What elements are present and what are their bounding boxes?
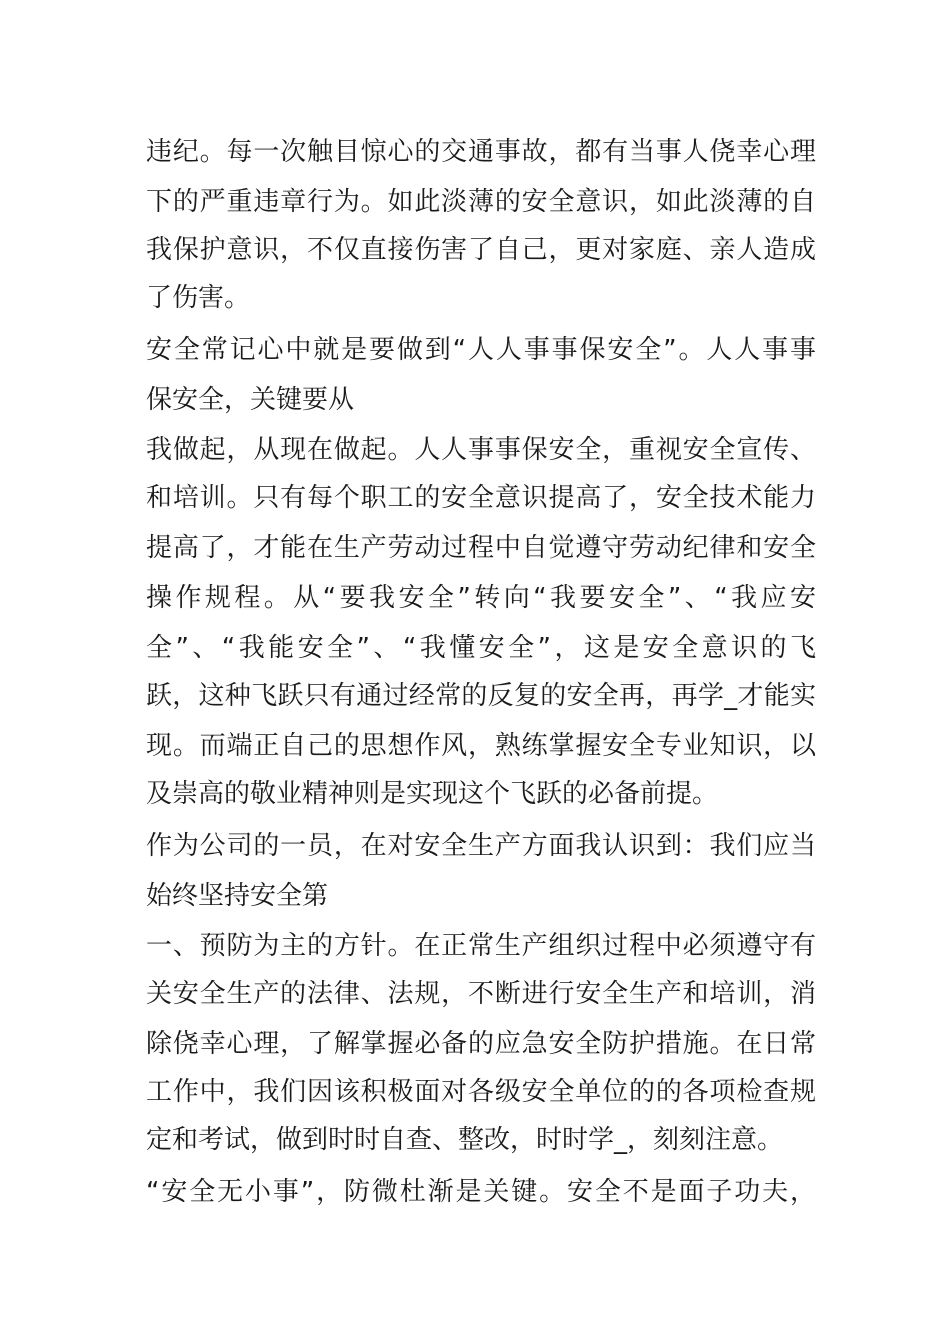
text-line: 提高了，才能在生产劳动过程中自觉遵守劳动纪律和安全 [146, 533, 816, 563]
text-line: 跃，这种飞跃只有通过经常的反复的安全再，再学_才能实 [146, 681, 816, 711]
text-line: 及崇高的敬业精神则是实现这个飞跃的必备前提。 [146, 779, 719, 809]
text-line: 全”、“我能安全”、“我懂安全”，这是安全意识的飞 [146, 633, 816, 663]
text-line: 违纪。每一次触目惊心的交通事故，都有当事人侥幸心理 [146, 137, 816, 167]
text-line: 定和考试，做到时时自查、整改，时时学_，刻刻注意。 [146, 1125, 784, 1155]
text-line: 关安全生产的法律、法规，不断进行安全生产和培训，消 [146, 979, 816, 1009]
text-line: 我做起，从现在做起。人人事事保安全，重视安全宣传、 [146, 435, 816, 465]
text-line: 了伤害。 [146, 283, 251, 313]
text-line: 安全常记心中就是要做到“人人事事保安全”。人人事事 [146, 335, 816, 365]
text-line: 始终坚持安全第 [146, 881, 329, 911]
text-line: “安全无小事”，防微杜渐是关键。安全不是面子功夫， [146, 1177, 816, 1207]
text-line: 和培训。只有每个职工的安全意识提高了，安全技术能力 [146, 483, 816, 513]
text-line: 现。而端正自己的思想作风，熟练掌握安全专业知识，以 [146, 731, 816, 761]
text-line: 除侥幸心理，了解掌握必备的应急安全防护措施。在日常 [146, 1029, 816, 1059]
text-line: 我保护意识，不仅直接伤害了自己，更对家庭、亲人造成 [146, 235, 816, 265]
text-line: 保安全，关键要从 [146, 385, 355, 415]
text-line: 一、预防为主的方针。在正常生产组织过程中必须遵守有 [146, 931, 816, 961]
text-line: 下的严重违章行为。如此淡薄的安全意识，如此淡薄的自 [146, 187, 816, 217]
text-line: 操作规程。从“要我安全”转向“我要安全”、“我应安 [146, 583, 816, 613]
text-line: 作为公司的一员，在对安全生产方面我认识到：我们应当 [146, 831, 816, 861]
text-line: 工作中，我们因该积极面对各级安全单位的的各项检查规 [146, 1077, 816, 1107]
